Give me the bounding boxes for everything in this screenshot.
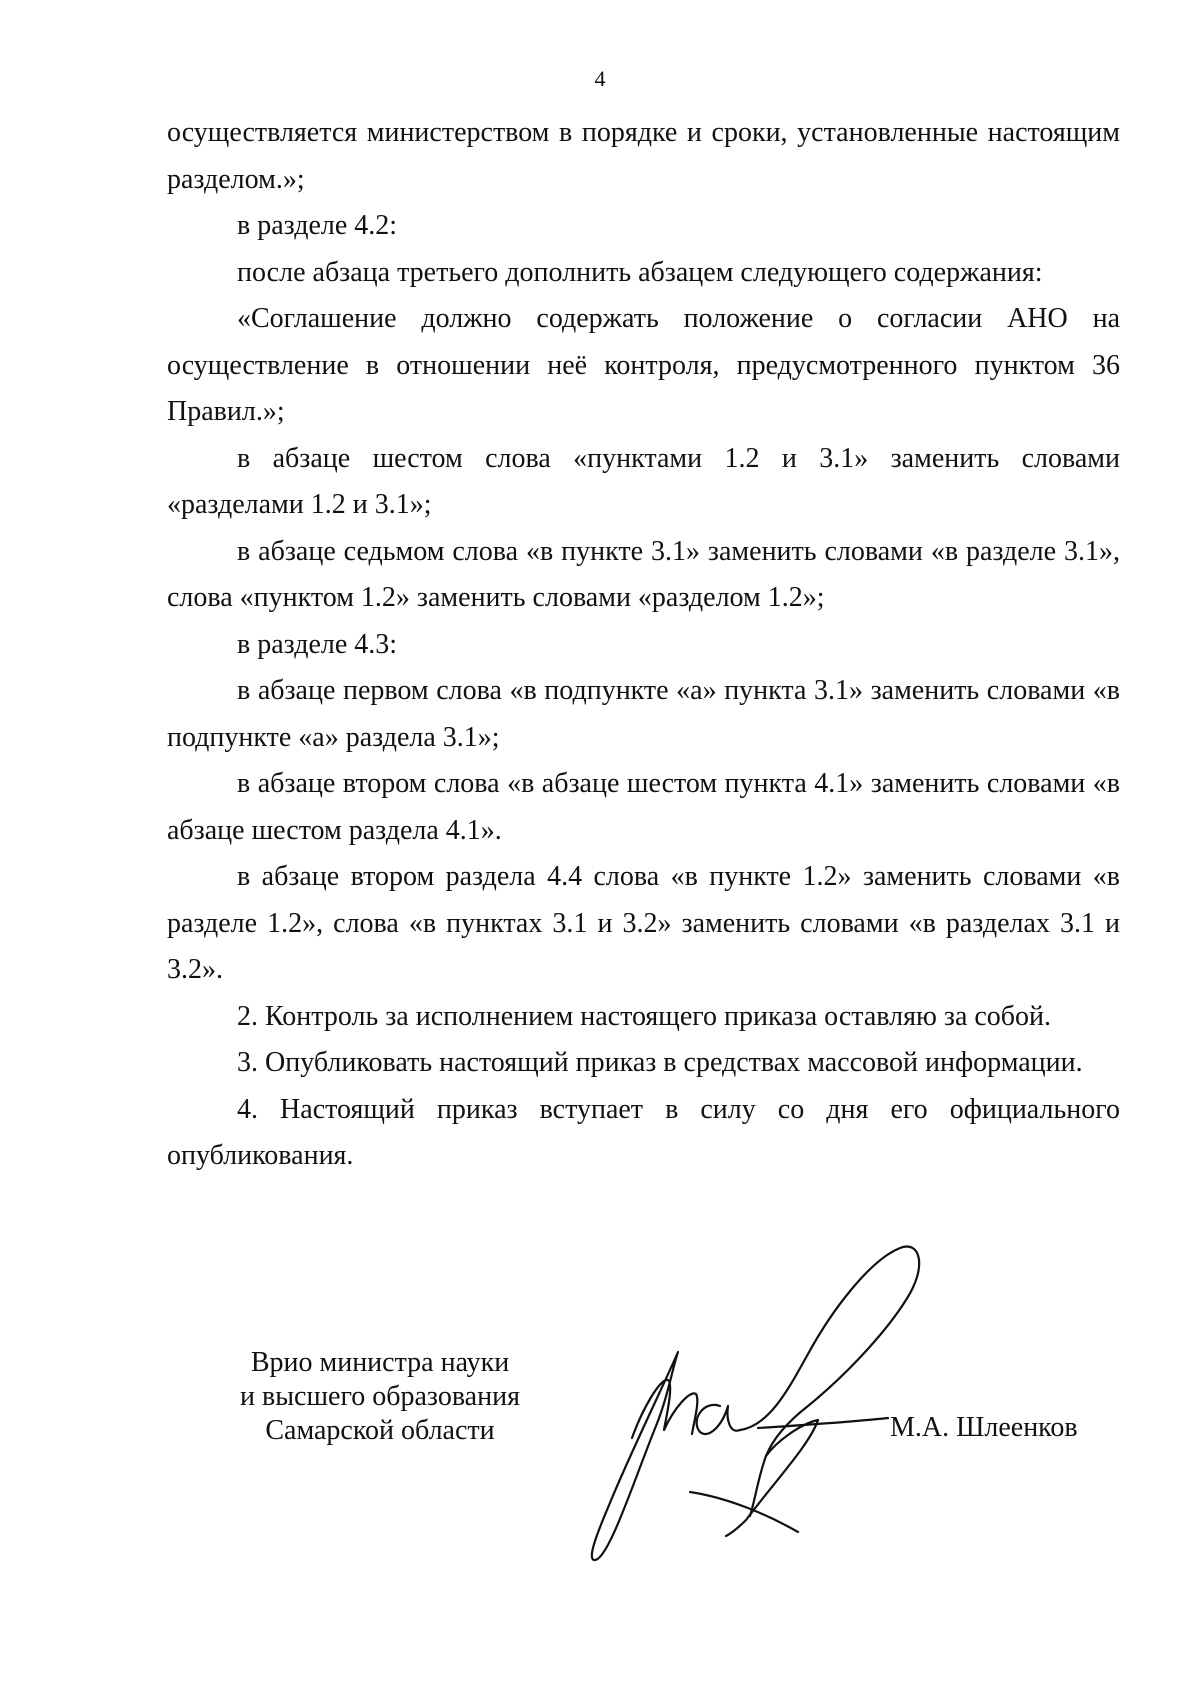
signature-stroke (592, 1352, 678, 1560)
paragraph: в абзаце седьмом слова «в пункте 3.1» заменить словами «в разделе 3.1», слова «пунктом 1.2» заменить словами «разделом 1.2»; (167, 535, 1120, 613)
paragraph: в абзаце втором раздела 4.4 слова «в пункте 1.2» заменить словами «в разделе 1.2», слова «в пунктах 3.1 и 3.2» заменить словами «в разделах 3.1 и 3.2». (167, 861, 1120, 985)
signatory-title-line: и высшего образования (240, 1381, 520, 1412)
paragraph: 4. Настоящий приказ вступает в силу со дня его официального опубликования. (167, 1093, 1120, 1171)
paragraph: в разделе 4.3: (237, 628, 398, 660)
signature-stroke (758, 1418, 888, 1428)
paragraph-continuation: осуществляется министерством в порядке и сроки, установленные настоящим разделом.»; (167, 117, 1120, 195)
paragraph: в абзаце первом слова «в подпункте «а» пункта 3.1» заменить словами «в подпункте «а» раздела 3.1»; (167, 675, 1120, 753)
paragraph: после абзаца третьего дополнить абзацем следующего содержания: (237, 256, 1043, 288)
signatory-title (220, 1346, 540, 1448)
paragraph: в абзаце втором слова «в абзаце шестом пункта 4.1» заменить словами «в абзаце шестом раздела 4.1». (167, 768, 1120, 846)
document-body (167, 110, 1120, 1180)
signature-stroke (697, 1405, 740, 1434)
handwritten-signature (570, 1230, 990, 1570)
paragraph: в абзаце шестом слова «пунктами 1.2 и 3.1» заменить словами «разделами 1.2 и 3.1»; (167, 442, 1120, 520)
signatory-title-line: Самарской области (265, 1415, 495, 1446)
paragraph: 3. Опубликовать настоящий приказ в средствах массовой информации. (237, 1047, 1083, 1078)
signature-stroke (740, 1247, 919, 1516)
paragraph: в разделе 4.2: (237, 210, 398, 241)
page-number: 4 (594, 66, 606, 91)
paragraph: 2. Контроль за исполнением настоящего приказа оставляю за собой. (237, 1000, 1052, 1032)
signature-stroke (690, 1492, 798, 1532)
paragraph: «Соглашение должно содержать положение о согласии АНО на осуществление в отношении неё контроля, предусмотренного пунктом 36 Правил.»; (167, 303, 1120, 427)
signatory-title-line: Врио министра науки (250, 1347, 510, 1378)
signatory-name: М.А. Шлеенков (890, 1412, 1078, 1443)
